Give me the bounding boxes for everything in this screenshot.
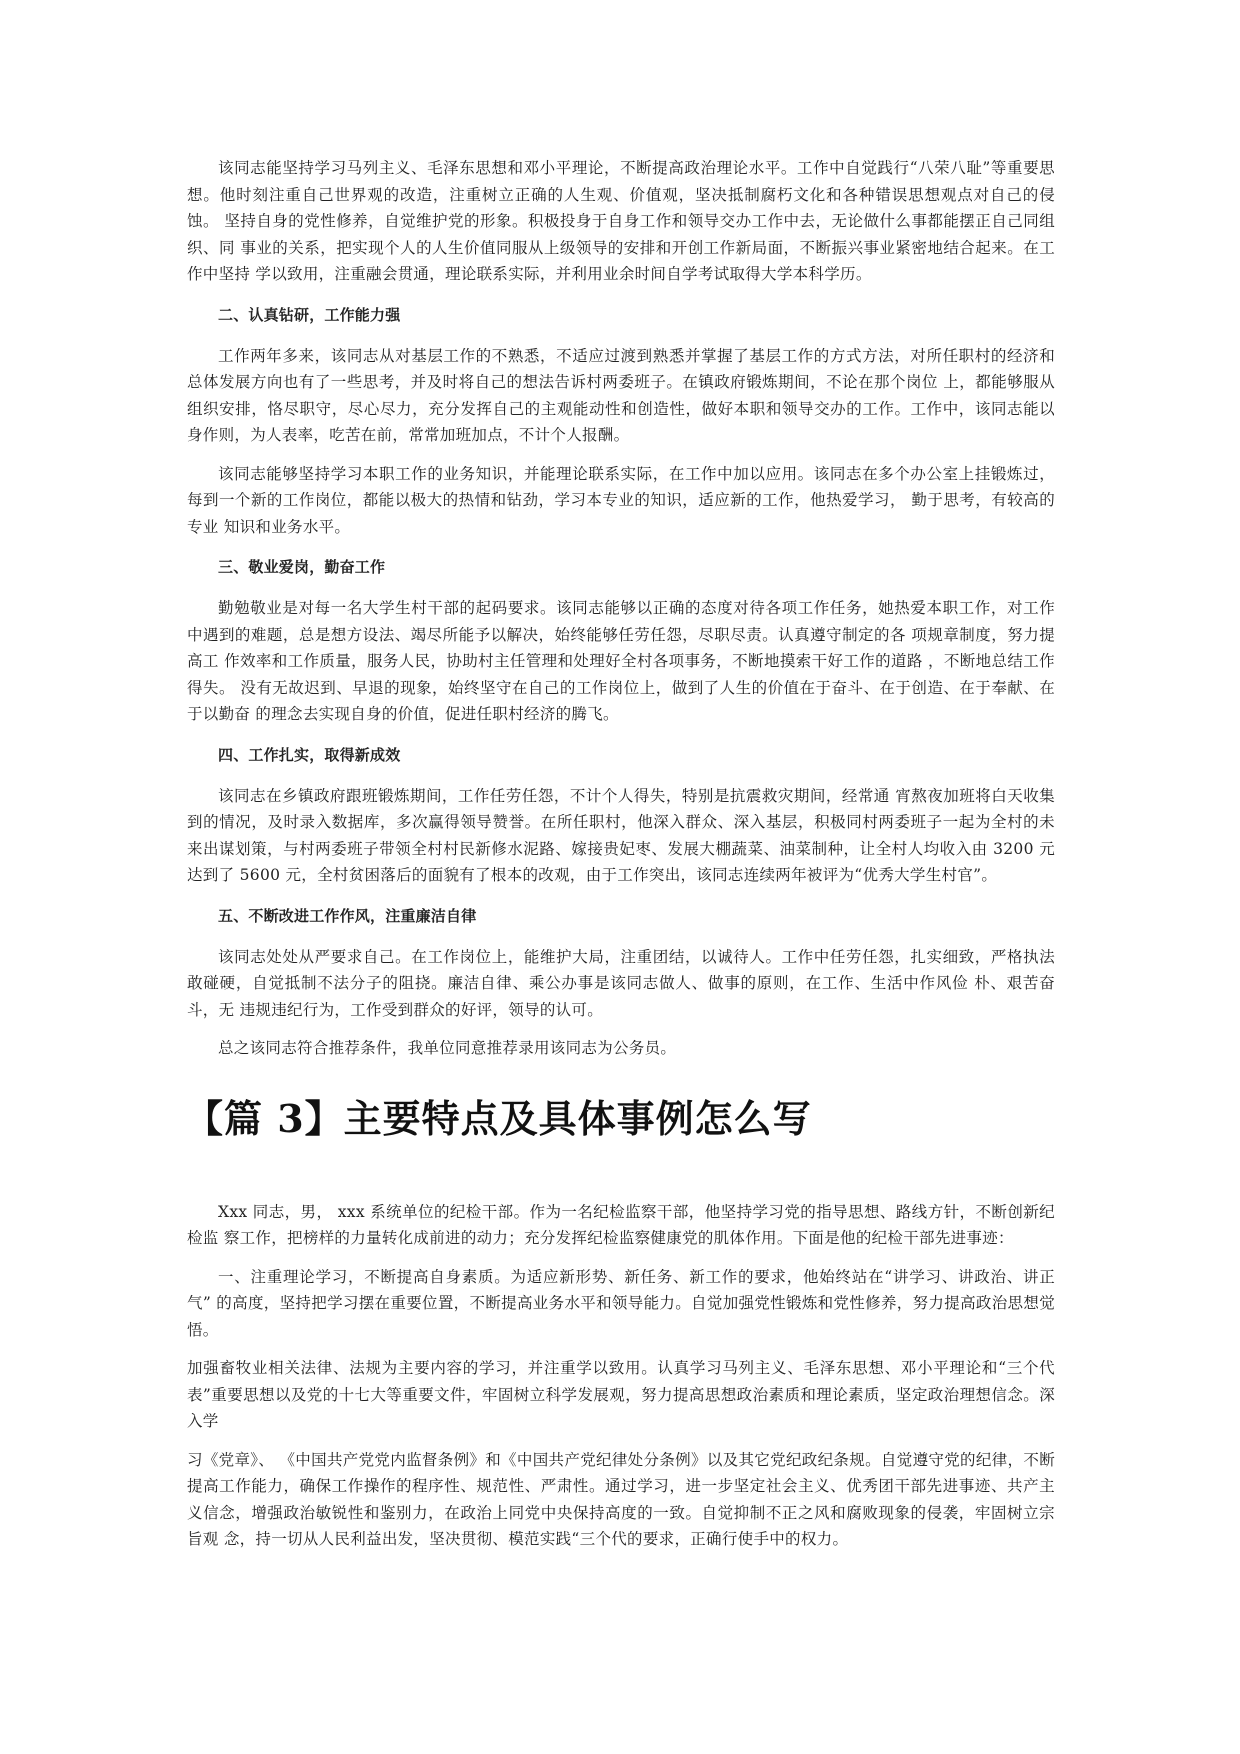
section-heading: 四、工作扎实，取得新成效 <box>218 745 401 764</box>
paragraph: 该同志在乡镇政府跟班锻炼期间，工作任劳任怨，不计个人得失，特别是抗震救灾期间，经常通 宵熬夜加班将白天收集到的情况，及时录入数据库，多次赢得领导赞誉。在所任职村，他深入群众、深入基层，积极同村两委班子一起为全村的未来出谋划策，与村两委班子带领全村村民新修水泥路、嫁接贵妃枣、发展大棚蔬菜、油菜制种，让全村人均收入由 3200 元达到了 5600 元，全村贫困落后的面貌有了根本的改观，由于工作突出，该同志连续两年被评为“优秀大学生村官”。 <box>187 786 1055 884</box>
paragraph: 该同志能够坚持学习本职工作的业务知识，并能理论联系实际，在工作中加以应用。该同志在多个办公室上挂锻炼过，每到一个新的工作岗位，都能以极大的热情和钻劲，学习本专业的知识，适应新的工作，他热爱学习， 勤于思考，有较高的专业 知识和业务水平。 <box>187 464 1055 536</box>
paragraph: 总之该同志符合推荐条件，我单位同意推荐录用该同志为公务员。 <box>218 1039 677 1057</box>
section-heading: 三、敬业爱岗，勤奋工作 <box>218 558 386 576</box>
paragraph: Xxx 同志，男， xxx 系统单位的纪检干部。作为一名纪检监察干部，他坚持学习党的指导思想、路线方针，不断创新纪检监 察工作，把榜样的力量转化成前进的动力；充分发挥纪检监察健康党的肌体作用。下面是他的纪检干部先进事迹： <box>187 1202 1055 1247</box>
document-body <box>187 155 1055 1565</box>
paragraph: 习《党章》、 《中国共产党党内监督条例》和《中国共产党纪律处分条例》以及其它党纪政纪条规。自觉遵守党的纪律，不断提高工作能力，确保工作操作的程序性、规范性、严肃性。通过学习，进一步坚定社会主义、优秀团干部先进事迹、共产主义信念，增强政治敏锐性和鉴别力，在政治上同党中央保持高度的一致。自觉抑制不正之风和腐败现象的侵袭，牢固树立宗旨观 念，持一切从人民利益出发，坚决贯彻、模范实践“三个代的要求，正确行使手中的权力。 <box>187 1450 1055 1548</box>
paragraph: 该同志能坚持学习马列主义、毛泽东思想和邓小平理论，不断提高政治理论水平。工作中自觉践行“八荣八耻”等重要思想。他时刻注重自己世界观的改造，注重树立正确的人生观、价值观，坚决抵制腐朽文化和各种错误思想观点对自己的侵蚀。 坚持自身的党性修养，自觉维护党的形象。积极投身于自身工作和领导交办工作中去，无论做什么事都能摆正自己同组织、同 事业的关系，把实现个人的人生价值同服从上级领导的安排和开创工作新局面，不断振兴事业紧密地结合起来。在工作中坚持 学以致用，注重融会贯通，理论联系实际，并利用业余时间自学考试取得大学本科学历。 <box>187 159 1055 283</box>
paragraph: 加强畜牧业相关法律、法规为主要内容的学习，并注重学以致用。认真学习马列主义、毛泽东思想、邓小平理论和“三个代表”重要思想以及党的十七大等重要文件，牢固树立科学发展观，努力提高思想政治素质和理论素质，坚定政治理想信念。深入学 <box>187 1359 1055 1430</box>
paragraph: 一、注重理论学习，不断提高自身素质。为适应新形势、新任务、新工作的要求，他始终站在“讲学习、讲政治、讲正气” 的高度，坚持把学习摆在重要位置，不断提高业务水平和领导能力。自觉加强党性锻炼和党性修养，努力提高政治思想觉悟。 <box>187 1267 1055 1339</box>
paragraph: 勤勉敬业是对每一名大学生村干部的起码要求。该同志能够以正确的态度对待各项工作任务，她热爱本职工作，对工作中遇到的难题，总是想方设法、竭尽所能予以解决，始终能够任劳任怨，尽职尽责。认真遵守制定的各 项规章制度，努力提高工 作效率和工作质量，服务人民，协助村主任管理和处理好全村各项事务，不断地摸索干好工作的道路 ，不断地总结工作得失。 没有无故迟到、早退的现象，始终坚守在自己的工作岗位上，做到了人生的价值在于奋斗、在于创造、在于奉献、在于以勤奋 的理念去实现自身的价值，促进任职村经济的腾飞。 <box>187 599 1055 723</box>
article-title: 【篇 3】主要特点及具体事例怎么写 <box>185 1095 812 1141</box>
section-heading: 五、不断改进工作作风，注重廉洁自律 <box>218 906 477 925</box>
paragraph: 该同志处处从严要求自己。在工作岗位上，能维护大局，注重团结，以诚待人。工作中任劳任怨，扎实细致，严格执法敢碰硬，自觉抵制不法分子的阻挠。廉洁自律、乘公办事是该同志做人、做事的原则，在工作、生活中作风俭 朴、艰苦奋斗，无 违规违纪行为，工作受到群众的好评，领导的认可。 <box>187 947 1055 1019</box>
paragraph: 工作两年多来，该同志从对基层工作的不熟悉，不适应过渡到熟悉并掌握了基层工作的方式方法，对所任职村的经济和总体发展方向也有了一些思考，并及时将自己的想法告诉村两委班子。在镇政府锻炼期间，不论在那个岗位 上，都能够服从组织安排，恪尽职守，尽心尽力，充分发挥自己的主观能动性和创造性，做好本职和领导交办的工作。工作中，该同志能以身作则，为人表率，吃苦在前，常常加班加点，不计个人报酬。 <box>187 346 1055 444</box>
section-heading: 二、认真钻研，工作能力强 <box>218 305 401 324</box>
